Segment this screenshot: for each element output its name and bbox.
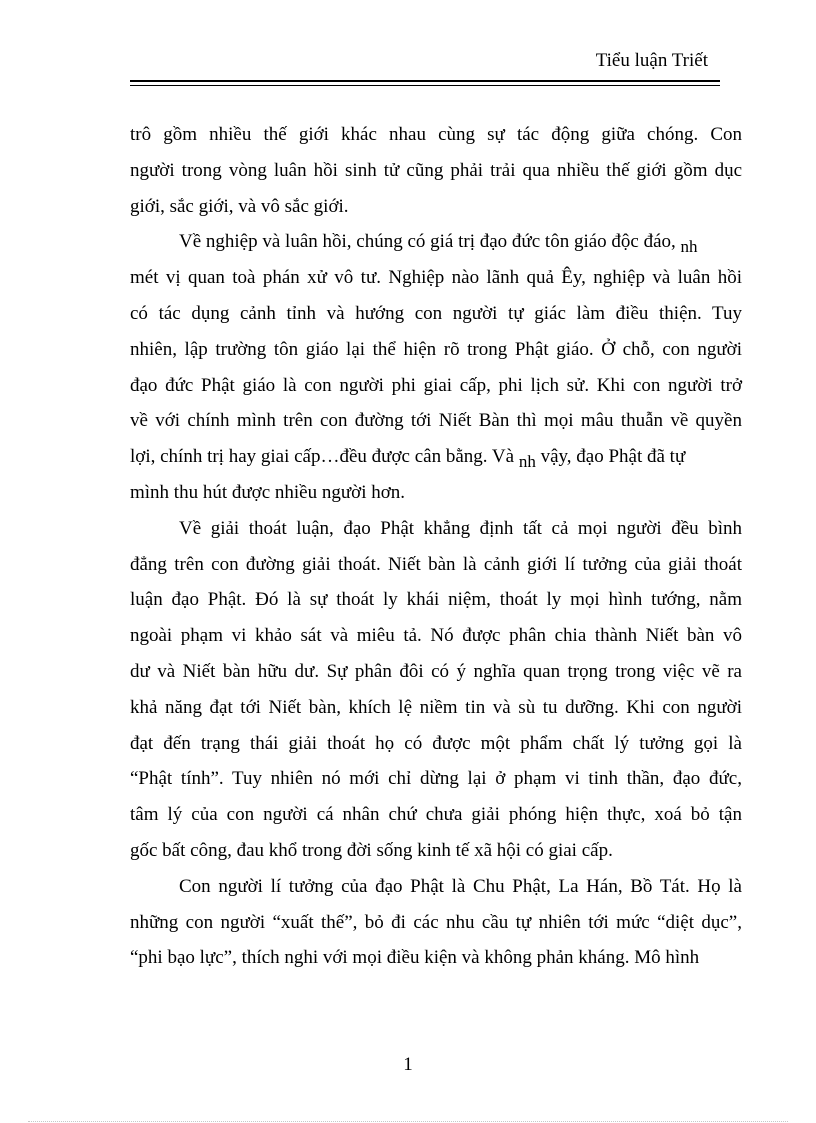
text-fragment: vậy, đạo Phật đã tự xyxy=(540,446,686,468)
text-line: ngoài phạm vi khảo sát và miêu tả. Nó được phân chia thành Niết bàn vô xyxy=(130,625,742,647)
text-line: có tác dụng cảnh tỉnh và hướng con người tự giác làm điều thiện. Tuy xyxy=(130,302,742,324)
text-line: người trong vòng luân hồi sinh tử cũng phải trải qua nhiều thế giới gồm dục xyxy=(130,159,742,181)
text-line: “Phật tính”. Tuy nhiên nó mới chỉ dừng lại ở phạm vi tinh thần, đạo đức, xyxy=(130,768,742,790)
text-line: nhiên, lập trường tôn giáo lại thể hiện rõ trong Phật giáo. Ở chỗ, con người xyxy=(130,338,742,360)
text-line: trô gồm nhiều thế giới khác nhau cùng sự tác động giữa chóng. Con xyxy=(130,124,742,145)
text-line: dư và Niết bàn hữu dư. Sự phân đôi có ý nghĩa quan trọng trong việc vẽ ra xyxy=(130,660,742,682)
text-line: đẳng trên con đường giải thoát. Niết bàn là cảnh giới lí tưởng của giải thoát xyxy=(130,553,742,575)
document-header-title: Tiểu luận Triết xyxy=(595,50,708,71)
text-line: gốc bất công, đau khổ trong đời sống kinh tế xã hội có giai cấp. xyxy=(130,839,613,861)
text-line xyxy=(130,224,742,260)
header-rule-thick xyxy=(130,80,720,82)
text-line: giới, sắc giới, và vô sắc giới. xyxy=(130,195,349,217)
text-line: “phi bạo lực”, thích nghi với mọi điều kiện và không phản kháng. Mô hình xyxy=(130,947,700,969)
text-line: đạo đức Phật giáo là con người phi giai cấp, phi lịch sử. Khi con người trở xyxy=(130,374,742,396)
document-body xyxy=(130,117,742,976)
page-bottom-edge xyxy=(28,1121,788,1122)
text-line: Con người lí tưởng của đạo Phật là Chu Phật, La Hán, Bồ Tát. Họ là xyxy=(179,875,742,897)
page-number: 1 xyxy=(403,1054,413,1075)
text-line: những con người “xuất thế”, bỏ đi các nhu cầu tự nhiên tới mức “diệt dục”, xyxy=(130,911,742,933)
header-rule-thin xyxy=(130,85,720,86)
text-line: về với chính mình trên con đường tới Niết Bàn thì mọi mâu thuẫn về quyền xyxy=(130,410,742,432)
text-line: khả năng đạt tới Niết bàn, khích lệ niềm tin và sù tu dưỡng. Khi con người xyxy=(130,696,742,718)
text-fragment: nh xyxy=(518,452,536,472)
text-line xyxy=(130,439,742,475)
text-fragment: lợi, chính trị hay giai cấp…đều được cân bằng. Và xyxy=(130,446,515,468)
text-line: đạt đến trạng thái giải thoát họ có được một phẩm chất lý tưởng gọi là xyxy=(130,732,742,754)
text-fragment: nh xyxy=(680,237,698,257)
text-line: mình thu hút được nhiều người hơn. xyxy=(130,481,406,503)
text-line: tâm lý của con người cá nhân chứ chưa giải phóng hiện thực, xoá bỏ tận xyxy=(130,804,742,826)
text-fragment: Về nghiệp và luân hồi, chúng có giá trị đạo đức tôn giáo độc đáo, xyxy=(179,231,676,253)
text-line: Về giải thoát luận, đạo Phật khẳng định tất cả mọi người đều bình xyxy=(179,517,742,539)
text-line: mét vị quan toà phán xử vô tư. Nghiệp nào lãnh quả Êy, nghiệp và luân hồi xyxy=(130,267,742,289)
text-line: luận đạo Phật. Đó là sự thoát ly khái niệm, thoát ly mọi hình tướng, nằm xyxy=(130,589,742,611)
